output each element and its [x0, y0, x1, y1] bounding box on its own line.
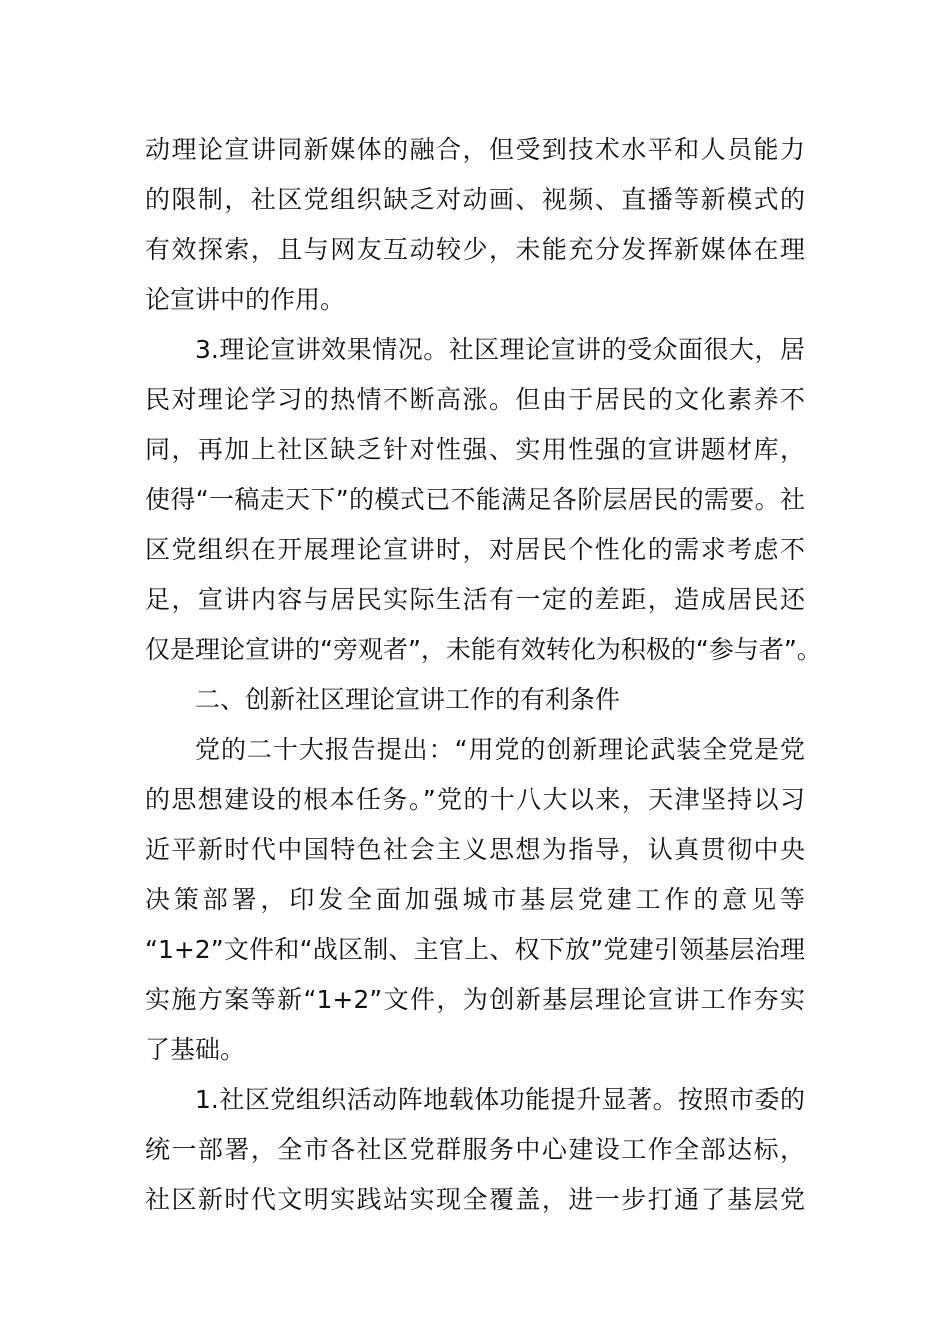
- text-line: “1+2”文件和“战区制、主官上、权下放”党建引领基层治理: [145, 935, 805, 964]
- text-line: 统一部署，全市各社区党群服务中心建设工作全部达标，: [145, 1135, 805, 1164]
- text-line: 近平新时代中国特色社会主义思想为指导，认真贯彻中央: [145, 835, 805, 864]
- text-line: 同，再加上社区缺乏针对性强、实用性强的宣讲题材库，: [145, 435, 805, 464]
- text-line: 决策部署，印发全面加强城市基层党建工作的意见等: [145, 885, 805, 914]
- paragraph-start-line: 1.社区党组织活动阵地载体功能提升显著。按照市委的: [195, 1085, 805, 1114]
- text-line: 了基础。: [145, 1035, 246, 1064]
- text-line: 论宣讲中的作用。: [145, 285, 346, 314]
- text-line: 实施方案等新“1+2”文件，为创新基层理论宣讲工作夯实: [145, 985, 805, 1014]
- text-line: 的限制，社区党组织缺乏对动画、视频、直播等新模式的: [145, 185, 805, 214]
- paragraph-start-line: 3.理论宣讲效果情况。社区理论宣讲的受众面很大，居: [195, 335, 805, 364]
- text-line: 仅是理论宣讲的“旁观者”，未能有效转化为积极的“参与者”。: [145, 635, 822, 664]
- paragraph-start-line: 党的二十大报告提出：“用党的创新理论武装全党是党: [195, 735, 805, 764]
- text-line: 民对理论学习的热情不断高涨。但由于居民的文化素养不: [145, 385, 805, 414]
- section-heading: 二、创新社区理论宣讲工作的有利条件: [195, 685, 621, 714]
- text-line: 区党组织在开展理论宣讲时，对居民个性化的需求考虑不: [145, 535, 805, 564]
- text-line: 有效探索，且与网友互动较少，未能充分发挥新媒体在理: [145, 235, 805, 264]
- text-line: 社区新时代文明实践站实现全覆盖，进一步打通了基层党: [145, 1185, 805, 1214]
- text-line: 足，宣讲内容与居民实际生活有一定的差距，造成居民还: [145, 585, 805, 614]
- text-line: 动理论宣讲同新媒体的融合，但受到技术水平和人员能力: [145, 135, 805, 164]
- text-line: 的思想建设的根本任务。”党的十八大以来，天津坚持以习: [145, 785, 805, 814]
- text-line: 使得“一稿走天下”的模式已不能满足各阶层居民的需要。社: [145, 485, 805, 514]
